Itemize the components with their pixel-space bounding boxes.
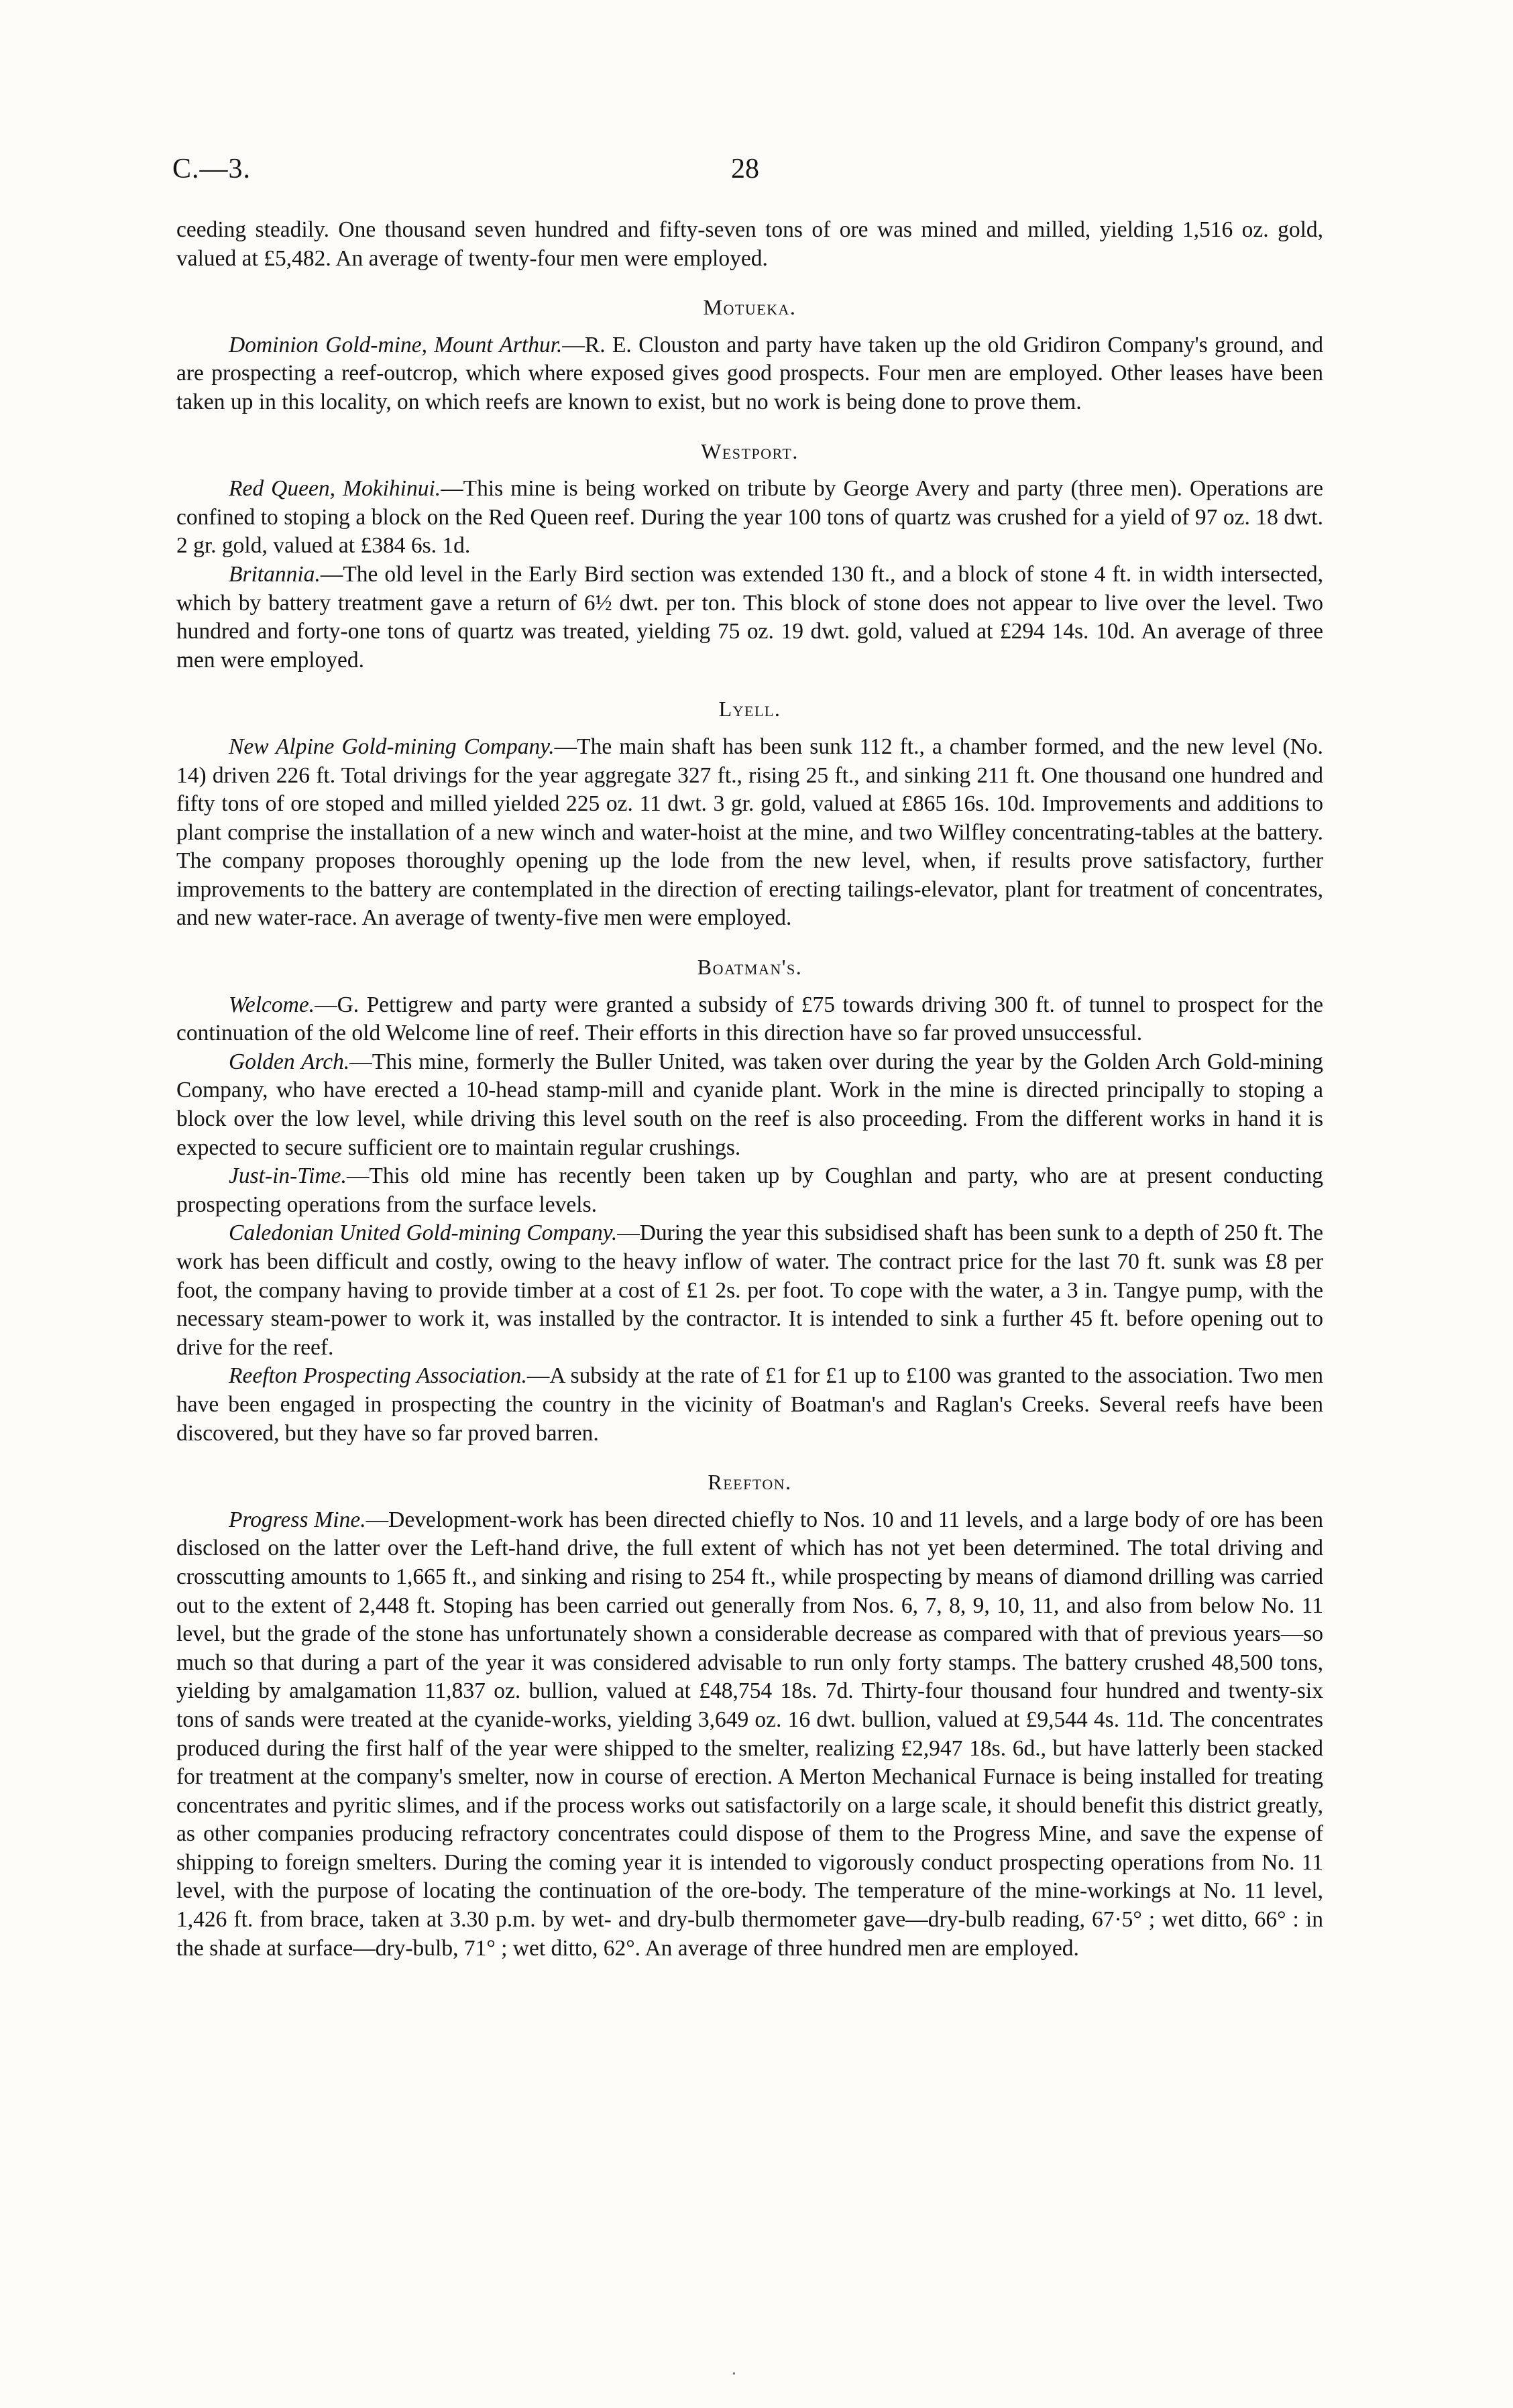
paragraph-text: —This mine is being worked on tribute by George Avery and party (three men). Operations are confined to stoping a block on the Red Queen reef. During the year 100 tons of quartz was crushed for a yield of 97 oz. 18 dwt. 2 gr. gold, valued at £384 6s. 1d. bbox=[176, 476, 1323, 559]
section-heading-lyell: Lyell. bbox=[718, 697, 781, 722]
section-heading-westport: Westport. bbox=[701, 439, 799, 463]
paragraph-caledonian bbox=[176, 1219, 1323, 1362]
paragraph-text: —The old level in the Early Bird section was extended 130 ft., and a block of stone 4 ft. in width intersected, which by battery treatment gave a return of 6½ dwt. per ton. This block of stone does not appear to live over the level. Two hundred and forty-one tons of quartz was treated, yielding 75 oz. 19 dwt. gold, valued at £294 14s. 10d. An average of three men were employed. bbox=[176, 561, 1323, 673]
paragraph-text: —R. E. Clouston and party have taken up the old Gridiron Company's ground, and are prospecting a reef-outcrop, which where exposed gives good prospects. Four men are employed. Other leases have been taken up in this locality, on which reefs are known to exist, but no work is being done to prove them. bbox=[176, 332, 1323, 414]
paragraph-text: —This mine, formerly the Buller United, was taken over during the year by the Golden Arch Gold-mining Company, who have erected a 10-head stamp-mill and cyanide plant. Work in the mine is directed principally to stoping a block over the low level, while driving this level south on the reef is also proceeding. From the different works in hand it is expected to secure sufficient ore to maintain regular crushings. bbox=[176, 1049, 1323, 1160]
paragraph-golden-arch bbox=[176, 1048, 1323, 1162]
page-body bbox=[176, 216, 1323, 1963]
page-number: 28 bbox=[731, 154, 759, 184]
paragraph-welcome bbox=[176, 991, 1323, 1048]
paragraph-lead: Britannia. bbox=[229, 561, 321, 587]
paragraph-text: —This old mine has recently been taken up by Coughlan and party, who are at present conducting prospecting operations from the surface levels. bbox=[176, 1163, 1323, 1217]
paragraph-britannia bbox=[176, 561, 1323, 675]
paragraph-new-alpine bbox=[176, 733, 1323, 933]
intro-paragraph: ceeding steadily. One thousand seven hundred and fifty-seven tons of ore was mined and milled, yielding 1,516 oz. gold, valued at £5,482. An average of twenty-four men were employed. bbox=[176, 217, 1323, 271]
section-heading-motueka: Motueka. bbox=[703, 295, 797, 320]
paragraph-text: —A subsidy at the rate of £1 for £1 up to £100 was granted to the association. Two men have been engaged in prospecting the country in the vicinity of Boatman's and Raglan's Creeks. Several reefs have been discovered, but they have so far proved barren. bbox=[176, 1363, 1323, 1446]
paragraph-lead: Caledonian United Gold-mining Company. bbox=[229, 1220, 618, 1246]
paragraph-red-queen bbox=[176, 475, 1323, 561]
paragraph-just-in-time bbox=[176, 1162, 1323, 1219]
section-heading-reefton: Reefton. bbox=[708, 1470, 792, 1495]
paragraph-lead: Red Queen, Mokihinui. bbox=[229, 476, 441, 502]
paragraph-lead: Just-in-Time. bbox=[229, 1163, 347, 1189]
paragraph-text: —The main shaft has been sunk 112 ft., a chamber formed, and the new level (No. 14) driven 226 ft. Total drivings for the year aggregate 327 ft., rising 25 ft., and sinking 211 ft. One thousand one hundred and fifty tons of ore stoped and milled yielded 225 oz. 11 dwt. 3 gr. gold, valued at £865 16s. 10d. Improvements and additions to plant comprise the installation of a new winch and water-hoist at the mine, and two Wilfley concentrating-tables at the battery. The company proposes thoroughly opening up the lode from the new level, when, if results prove satisfactory, further improvements to the battery are contemplated in the direction of erecting tailings-elevator, plant for treatment of concentrates, and new water-race. An average of twenty-five men were employed. bbox=[176, 734, 1323, 931]
paragraph-lead: New Alpine Gold-mining Company. bbox=[229, 734, 555, 759]
scan-speck bbox=[733, 2372, 735, 2374]
paragraph-text: —G. Pettigrew and party were granted a subsidy of £75 towards driving 300 ft. of tunnel to prospect for the continuation of the old Welcome line of reef. Their efforts in this direction have so far proved unsuccessful. bbox=[176, 992, 1323, 1046]
paragraph-progress-mine bbox=[176, 1506, 1323, 1963]
paragraph-text: —Development-work has been directed chiefly to Nos. 10 and 11 levels, and a large body of ore has been disclosed on the latter over the Left-hand drive, the full extent of which has not yet been determined. The total driving and crosscutting amounts to 1,665 ft., and sinking and rising to 254 ft., while prospecting by means of diamond drilling was carried out to the extent of 2,448 ft. Stoping has been carried out generally from Nos. 6, 7, 8, 9, 10, 11, and also from below No. 11 level, but the grade of the stone has unfortunately shown a considerable decrease as compared with that of previous years—so much so that during a part of the year it was considered advisable to run only forty stamps. The battery crushed 48,500 tons, yielding by amalgamation 11,837 oz. bullion, valued at £48,754 18s. 7d. Thirty-four thousand four hundred and twenty-six tons of sands were treated at the cyanide-works, yielding 3,649 oz. 16 dwt. bullion, valued at £9,544 4s. 11d. The concentrates produced during the first half of the year were shipped to the smelter, realizing £2,947 18s. 6d., but have latterly been stacked for treatment at the company's smelter, now in course of erection. A Merton Mechanical Furnace is being installed for treating concentrates and pyritic slimes, and if the process works out satisfactorily on a large scale, it should benefit this district greatly, as other companies producing refractory concentrates could dispose of them to the Progress Mine, and save the expense of shipping to foreign smelters. During the coming year it is intended to vigorously conduct prospecting operations from No. 11 level, with the purpose of locating the continuation of the ore-body. The temperature of the mine-workings at No. 11 level, 1,426 ft. from brace, taken at 3.30 p.m. by wet- and dry-bulb thermometer gave—dry-bulb reading, 67·5° ; wet ditto, 66° : in the shade at surface—dry-bulb, 71° ; wet ditto, 62°. An average of three hundred men are employed. bbox=[176, 1507, 1324, 1961]
section-heading-boatmans: Boatman's. bbox=[697, 955, 803, 980]
paragraph-dominion bbox=[176, 331, 1323, 417]
paragraph-lead: Dominion Gold-mine, Mount Arthur. bbox=[229, 332, 563, 357]
paragraph-lead: Welcome. bbox=[229, 992, 315, 1017]
paragraph-lead: Reefton Prospecting Association. bbox=[229, 1363, 527, 1389]
paragraph-reefton-prospecting bbox=[176, 1362, 1323, 1448]
paragraph-lead: Golden Arch. bbox=[229, 1049, 350, 1074]
paragraph-lead: Progress Mine. bbox=[229, 1507, 366, 1532]
report-code: C.—3. bbox=[172, 154, 251, 184]
paragraph-text: —During the year this subsidised shaft has been sunk to a depth of 250 ft. The work has been difficult and costly, owing to the heavy inflow of water. The contract price for the last 70 ft. sunk was £8 per foot, the company having to provide timber at a cost of £1 2s. per foot. To cope with the water, a 3 in. Tangye pump, with the necessary steam-power to work it, was installed by the contractor. It is intended to sink a further 45 ft. before opening out to drive for the reef. bbox=[176, 1220, 1323, 1360]
